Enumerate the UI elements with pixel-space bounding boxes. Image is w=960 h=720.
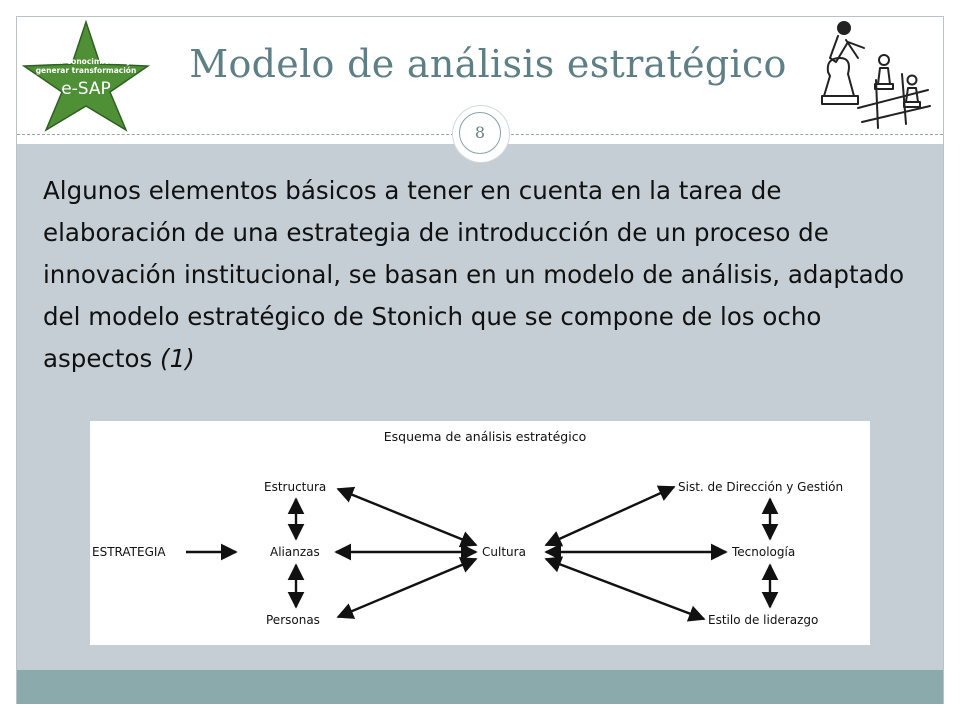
node-personas: Personas xyxy=(266,613,320,627)
node-alianzas: Alianzas xyxy=(270,545,320,559)
body-paragraph xyxy=(43,170,923,380)
chess-player-icon xyxy=(818,18,933,130)
footer-band xyxy=(17,670,943,704)
logo-brand: e-SAP xyxy=(61,79,111,99)
strategy-diagram xyxy=(90,421,870,645)
diagram-title: Esquema de análisis estratégico xyxy=(383,429,587,444)
node-cultura: Cultura xyxy=(482,545,526,559)
arrow-cultura-sist xyxy=(546,487,674,545)
node-estructura: Estructura xyxy=(264,480,327,494)
node-sist-direccion: Sist. de Dirección y Gestión xyxy=(678,480,844,494)
logo-line2: generar transformación xyxy=(35,66,137,75)
arrow-estructura-cultura xyxy=(338,489,476,545)
page-number: 8 xyxy=(459,112,501,154)
node-estilo-liderazgo: Estilo de liderazgo xyxy=(708,613,819,627)
arrow-cultura-estilo xyxy=(546,559,704,619)
node-estrategia: ESTRATEGIA xyxy=(92,545,166,559)
logo-line1: Crear conocimiento y xyxy=(41,57,131,66)
arrow-personas-cultura xyxy=(338,559,476,617)
body-text: Algunos elementos básicos a tener en cuenta en la tarea de elaboración de una estrategia de introducción de un proceso de innovación institucional, se basan en un modelo de análisis, adaptado del modelo estratégico de Stonich que se compone de los ocho aspectos xyxy=(43,176,905,373)
node-tecnologia: Tecnología xyxy=(732,545,796,559)
slide-title: Modelo de análisis estratégico xyxy=(189,42,787,86)
body-reference: (1) xyxy=(160,344,195,373)
